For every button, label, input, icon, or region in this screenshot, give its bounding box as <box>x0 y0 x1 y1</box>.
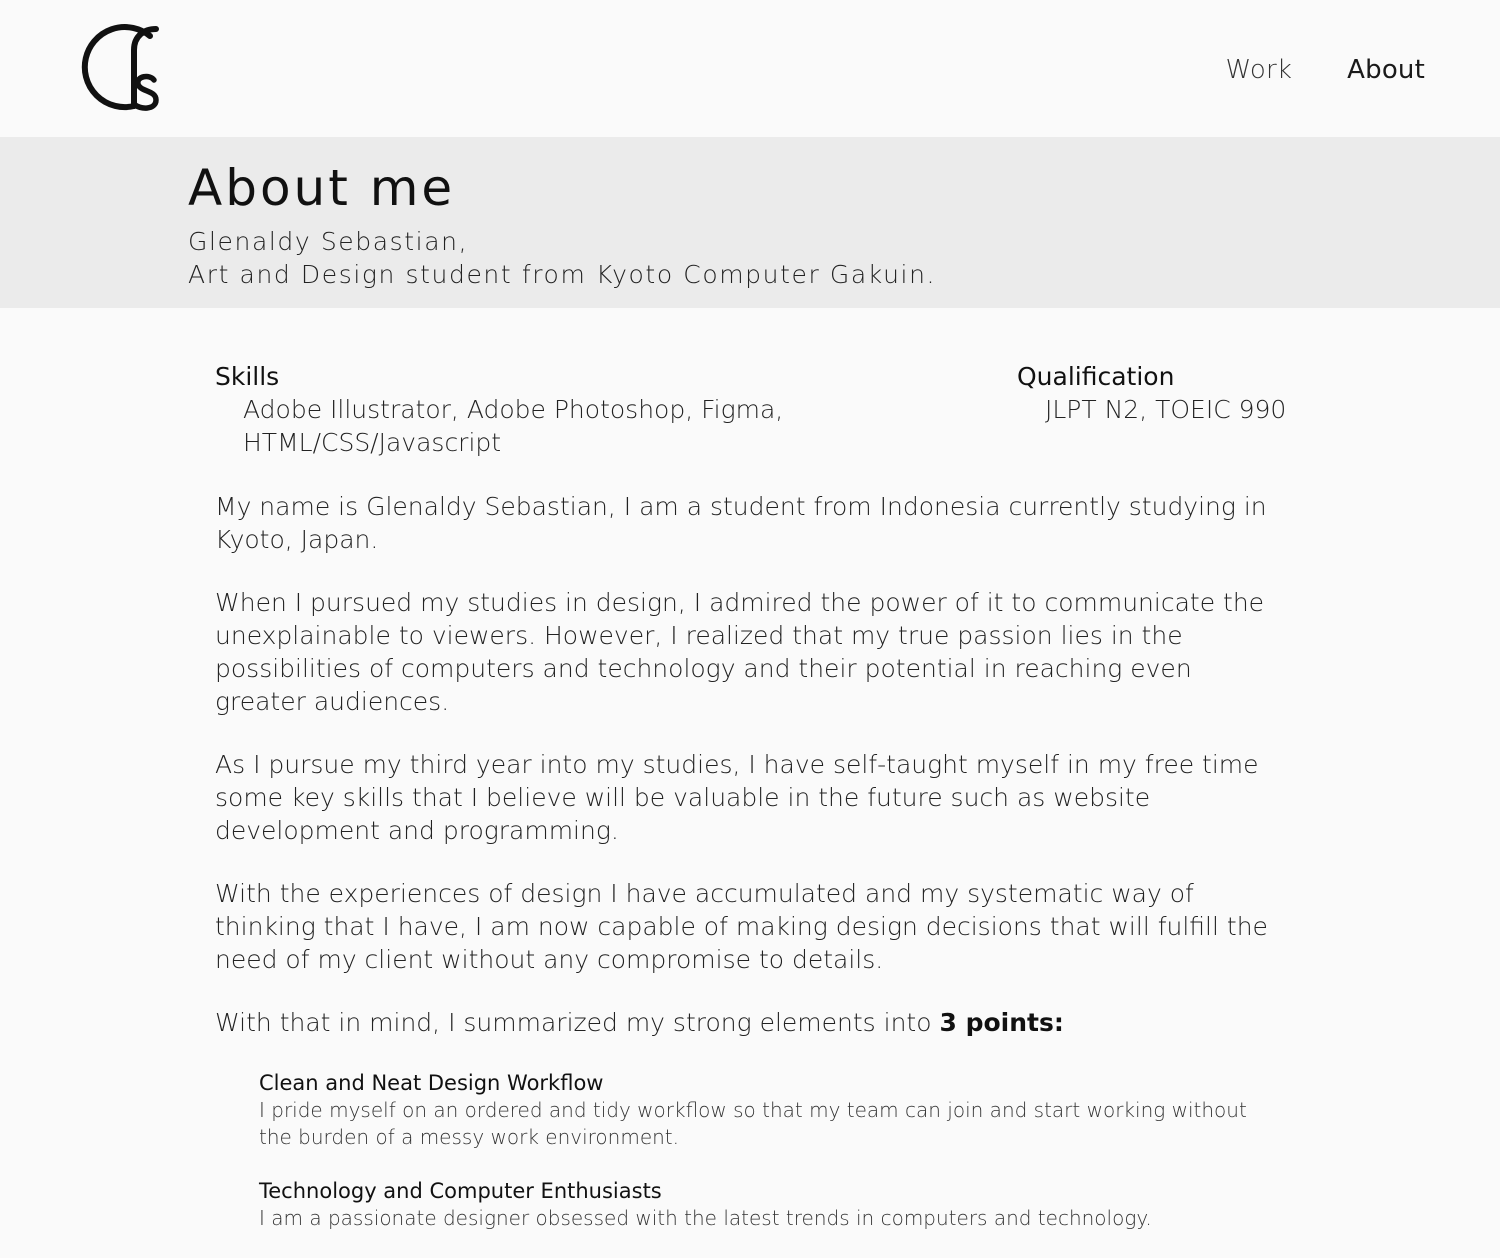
hero-subtitle-role: Art and Design student from Kyoto Computer Gakuin. <box>188 260 937 289</box>
strong-point-title: Technology and Computer Enthusiasts <box>259 1179 662 1203</box>
qualification-title: Qualification <box>1017 362 1175 391</box>
strong-point-title: Clean and Neat Design Workflow <box>259 1071 604 1095</box>
bio-paragraph-3: As I pursue my third year into my studies, I have self-taught myself in my free time some key skills that I believe will be valuable in the future such as website development and programming. <box>215 750 1259 845</box>
bio-paragraph-4: With the experiences of design I have accumulated and my systematic way of thinking that I have, I am now capable of making design decisions that will fulfill the need of my client without any compromise to details. <box>215 879 1268 974</box>
strong-point-text: I am a passionate designer obsessed with the latest trends in computers and technology. <box>259 1206 1152 1230</box>
qualification-block <box>1017 360 1297 426</box>
main-nav <box>1225 52 1425 88</box>
hero-subtitle-name: Glenaldy Sebastian, <box>188 227 469 256</box>
skills-line-1: Adobe Illustrator, Adobe Photoshop, Figma, <box>243 395 784 424</box>
nav-link-about[interactable]: About <box>1347 55 1425 85</box>
page-title: About me <box>188 159 456 217</box>
gs-logo-icon[interactable] <box>72 24 162 114</box>
bio-paragraph-2: When I pursued my studies in design, I admired the power of it to communicate the unexplainable to viewers. However, I realized that my true passion lies in the possibilities of computers and technology and their potential in reaching even greater audiences. <box>215 588 1265 716</box>
nav-link-work[interactable]: Work <box>1225 55 1293 85</box>
hero-banner <box>0 137 1500 308</box>
skills-block <box>215 360 815 459</box>
skills-line-2: HTML/CSS/Javascript <box>243 428 502 457</box>
main-content <box>215 360 1285 1258</box>
bio-paragraph-1: My name is Glenaldy Sebastian, I am a student from Indonesia currently studying in Kyoto, Japan. <box>215 492 1267 554</box>
hero-subtitle <box>188 225 936 291</box>
skills-text <box>215 393 815 459</box>
strong-points-list <box>215 1069 1285 1232</box>
info-row <box>215 360 1285 490</box>
summary-emphasis: 3 points: <box>939 1008 1064 1037</box>
strong-point-item <box>259 1069 1285 1151</box>
summary-lead: With that in mind, I summarized my strong elements into <box>215 1008 940 1037</box>
strong-point-item <box>259 1177 1285 1232</box>
skills-title: Skills <box>215 362 280 391</box>
qualification-text: JLPT N2, TOEIC 990 <box>1045 395 1287 424</box>
strong-point-text: I pride myself on an ordered and tidy workflow so that my team can join and start working without the burden of a messy work environment. <box>259 1098 1247 1149</box>
site-header <box>0 0 1500 137</box>
summary-paragraph <box>215 1006 1285 1039</box>
